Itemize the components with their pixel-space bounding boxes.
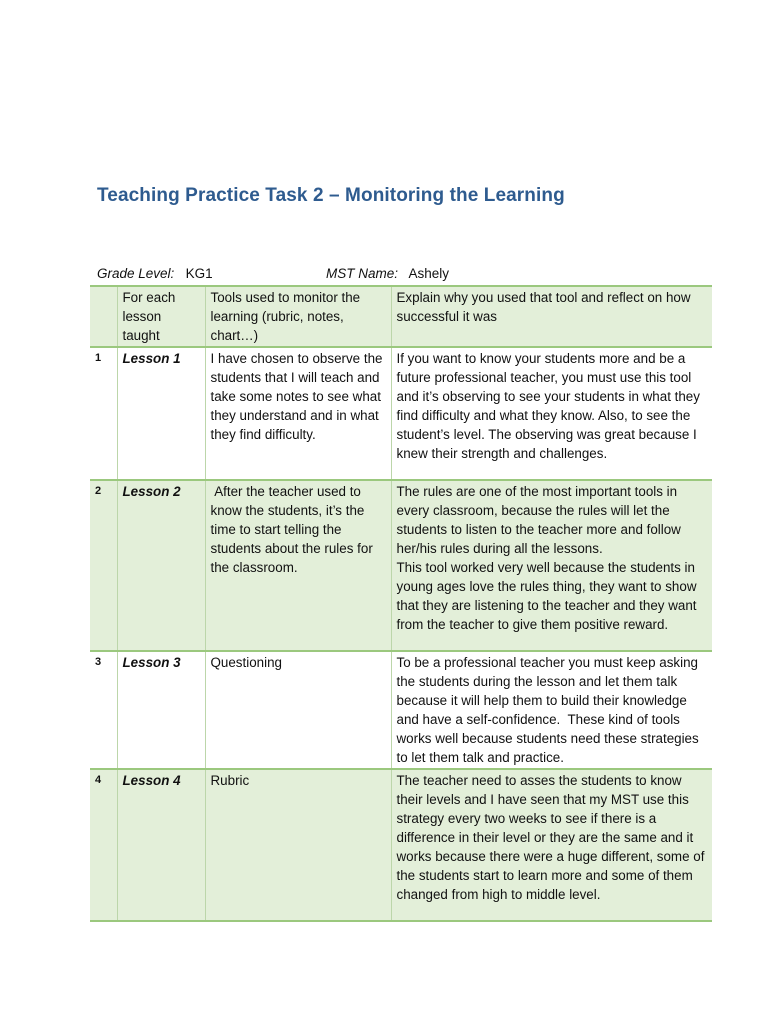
mst-name xyxy=(326,266,449,281)
table-header-row xyxy=(90,286,712,347)
header-cell-number xyxy=(90,286,117,347)
grade-level xyxy=(97,266,213,281)
row-number: 4 xyxy=(90,769,117,921)
lesson-label: Lesson 2 xyxy=(117,480,205,651)
table-row xyxy=(90,769,712,921)
grade-level-value: KG1 xyxy=(185,266,213,281)
tool-cell: I have chosen to observe the students that I will teach and take some notes to see what they understand and in what they find difficulty. xyxy=(205,347,391,480)
lesson-label: Lesson 1 xyxy=(117,347,205,480)
mst-name-value: Ashely xyxy=(408,266,450,281)
table-row xyxy=(90,480,712,651)
page-title: Teaching Practice Task 2 – Monitoring the Learning xyxy=(97,185,565,206)
row-number: 1 xyxy=(90,347,117,480)
reflection-cell: To be a professional teacher you must keep asking the students during the lesson and let them talk because it will help them to build their knowledge and have a self-confidence. These kind of tools works well because students need these strategies to let them talk and practice. xyxy=(391,651,712,769)
reflection-cell: The rules are one of the most important tools in every classroom, because the rules will let the students to listen to the teacher more and follow her/his rules during all the lessons. This tool worked very well because the students in young ages love the rules thing, they want to show that they are listening to the teacher and they want from the teacher to give them positive reward. xyxy=(391,480,712,651)
monitoring-table xyxy=(90,285,712,922)
tool-cell: Rubric xyxy=(205,769,391,921)
reflection-cell: The teacher need to asses the students to know their levels and I have seen that my MST use this strategy every two weeks to see if there is a difference in their level or they are the same and it works because there were a huge different, some of the students start to learn more and some of them changed from high to middle level. xyxy=(391,769,712,921)
grade-level-label: Grade Level: xyxy=(97,266,175,281)
row-number: 2 xyxy=(90,480,117,651)
lesson-label: Lesson 4 xyxy=(117,769,205,921)
reflection-cell: If you want to know your students more and be a future professional teacher, you must use this tool and it’s observing to see your students in what they find difficulty and what they know. Also, to see the student’s level. The observing was great because I knew their strength and challenges. xyxy=(391,347,712,480)
table-row xyxy=(90,347,712,480)
header-cell-tools: Tools used to monitor the learning (rubric, notes, chart…) xyxy=(205,286,391,347)
table-row xyxy=(90,651,712,769)
header-cell-reflection: Explain why you used that tool and reflect on how successful it was xyxy=(391,286,712,347)
lesson-label: Lesson 3 xyxy=(117,651,205,769)
row-number: 3 xyxy=(90,651,117,769)
header-cell-lesson: For each lesson taught xyxy=(117,286,205,347)
mst-name-label: MST Name: xyxy=(326,266,399,281)
tool-cell: After the teacher used to know the students, it’s the time to start telling the students about the rules for the classroom. xyxy=(205,480,391,651)
tool-cell: Questioning xyxy=(205,651,391,769)
